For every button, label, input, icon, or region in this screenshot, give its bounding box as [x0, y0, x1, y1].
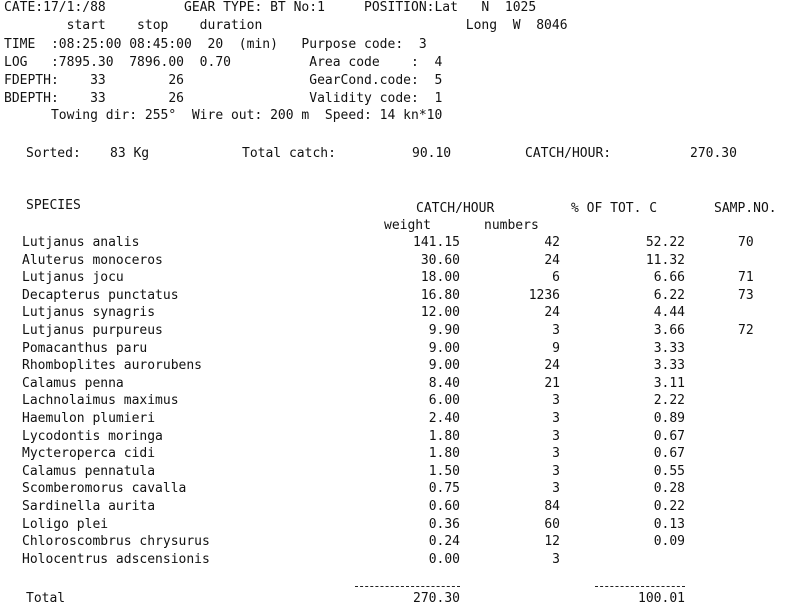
total-label: Total: [26, 591, 66, 606]
total-catch-value: 90.10: [412, 146, 452, 161]
samp-no-header: SAMP.NO.: [714, 201, 777, 216]
numbers-value: 3: [552, 551, 560, 567]
table-row: [0, 322, 800, 339]
bdepth-line: BDEPTH: 33 26 Validity code: 1: [4, 91, 443, 106]
table-row: [0, 533, 800, 550]
header-line-date-gear-position: CATE:17/1:/88 GEAR TYPE: BT No:1 POSITION:Lat N 1025: [4, 0, 537, 15]
pct-total-header: % OF TOT. C: [571, 201, 658, 216]
sorted-value: 83 Kg: [110, 146, 150, 161]
weight-value: 8.40: [428, 375, 460, 391]
species-name: Mycteroperca cidi: [22, 446, 156, 462]
table-row: [0, 551, 800, 568]
numbers-value: 3: [552, 481, 560, 497]
log-line: LOG :7895.30 7896.00 0.70 Area code : 4: [4, 55, 443, 70]
pct-value: 3.33: [653, 340, 685, 356]
table-row: [0, 304, 800, 321]
weight-value: 1.80: [428, 446, 460, 462]
weight-value: 12.00: [420, 305, 460, 321]
weight-value: 6.00: [428, 393, 460, 409]
table-row: [0, 340, 800, 357]
sorted-label: Sorted:: [26, 146, 81, 161]
species-name: Lutjanus purpureus: [22, 323, 163, 338]
pct-value: 0.89: [653, 411, 685, 426]
samp-value: 71: [738, 270, 754, 286]
pct-value: 0.28: [653, 481, 685, 497]
pct-value: 0.55: [653, 463, 685, 479]
species-name: Holocentrus adscensionis: [22, 551, 210, 567]
species-name: Aluterus monoceros: [22, 252, 163, 268]
table-row: [0, 410, 800, 427]
table-row: [0, 287, 800, 304]
weight-value: 16.80: [420, 287, 460, 303]
weight-value: 2.40: [428, 411, 460, 426]
total-catch-label: Total catch:: [242, 146, 336, 161]
species-name: Lutjanus synagris: [22, 305, 156, 321]
pct-value: 0.09: [653, 534, 685, 550]
pct-value: 0.67: [653, 446, 685, 462]
table-row: [0, 234, 800, 251]
weight-total-rule: [355, 586, 460, 587]
species-name: Scomberomorus cavalla: [22, 481, 187, 497]
weight-subheader: weight: [384, 218, 431, 233]
weight-value: 0.75: [428, 481, 460, 497]
catch-hour-value: 270.30: [690, 146, 737, 161]
weight-value: 9.90: [428, 323, 460, 338]
species-name: Chloroscombrus chrysurus: [22, 534, 210, 550]
header-line-column-labels: start stop duration Long W 8046: [4, 18, 568, 33]
table-row: [0, 357, 800, 374]
table-row: [0, 392, 800, 409]
samp-value: 70: [738, 235, 754, 250]
weight-value: 9.00: [428, 340, 460, 356]
numbers-value: 1236: [528, 287, 560, 303]
weight-value: 9.00: [428, 358, 460, 374]
weight-value: 0.24: [428, 534, 460, 550]
table-row: [0, 375, 800, 392]
numbers-value: 3: [552, 411, 560, 426]
weight-value: 0.60: [428, 499, 460, 514]
time-line: TIME :08:25:00 08:45:00 20 (min) Purpose code: 3: [4, 37, 427, 52]
table-row: [0, 463, 800, 480]
samp-value: 73: [738, 287, 754, 303]
pct-value: 0.67: [653, 428, 685, 444]
numbers-value: 84: [544, 499, 560, 514]
table-row: [0, 269, 800, 286]
species-name: Lycodontis moringa: [22, 428, 163, 444]
pct-total-rule: [595, 586, 685, 587]
weight-value: 0.00: [428, 551, 460, 567]
weight-value: 0.36: [428, 516, 460, 532]
table-row: [0, 498, 800, 515]
pct-value: 6.66: [653, 270, 685, 286]
species-name: Decapterus punctatus: [22, 287, 179, 303]
species-name: Lutjanus analis: [22, 235, 140, 250]
numbers-value: 3: [552, 446, 560, 462]
samp-value: 72: [738, 323, 754, 338]
table-row: [0, 428, 800, 445]
species-name: Calamus penna: [22, 375, 124, 391]
numbers-value: 24: [544, 305, 560, 321]
table-row: [0, 480, 800, 497]
numbers-value: 60: [544, 516, 560, 532]
species-name: Pomacanthus paru: [22, 340, 148, 356]
numbers-value: 3: [552, 463, 560, 479]
numbers-value: 3: [552, 323, 560, 338]
table-row: [0, 516, 800, 533]
numbers-value: 9: [552, 340, 560, 356]
weight-value: 18.00: [420, 270, 460, 286]
weight-value: 30.60: [420, 252, 460, 268]
pct-value: 0.13: [653, 516, 685, 532]
pct-value: 3.11: [653, 375, 685, 391]
weight-value: 1.80: [428, 428, 460, 444]
towing-line: Towing dir: 255° Wire out: 200 m Speed: 14 kn*10: [4, 108, 443, 123]
pct-value: 52.22: [645, 235, 685, 250]
numbers-subheader: numbers: [484, 218, 539, 233]
numbers-value: 24: [544, 358, 560, 374]
species-name: Lachnolaimus maximus: [22, 393, 179, 409]
species-name: Lutjanus jocu: [22, 270, 124, 286]
numbers-value: 3: [552, 428, 560, 444]
species-header: SPECIES: [26, 198, 81, 213]
weight-value: 1.50: [428, 463, 460, 479]
pct-value: 11.32: [645, 252, 685, 268]
numbers-value: 3: [552, 393, 560, 409]
pct-value: 3.66: [653, 323, 685, 338]
numbers-value: 42: [544, 235, 560, 250]
table-row: [0, 445, 800, 462]
species-name: Haemulon plumieri: [22, 411, 156, 426]
species-name: Loligo plei: [22, 516, 109, 532]
catch-hour-header: CATCH/HOUR: [416, 201, 495, 216]
total-weight: 270.30: [413, 591, 460, 606]
pct-value: 2.22: [653, 393, 685, 409]
numbers-value: 6: [552, 270, 560, 286]
pct-value: 3.33: [653, 358, 685, 374]
species-name: Rhomboplites aurorubens: [22, 358, 203, 374]
catch-hour-label: CATCH/HOUR:: [525, 146, 612, 161]
total-pct: 100.01: [638, 591, 685, 606]
species-name: Calamus pennatula: [22, 463, 156, 479]
pct-value: 6.22: [653, 287, 685, 303]
fdepth-line: FDEPTH: 33 26 GearCond.code: 5: [4, 73, 443, 88]
numbers-value: 12: [544, 534, 560, 550]
species-name: Sardinella aurita: [22, 499, 156, 514]
pct-value: 0.22: [653, 499, 685, 514]
numbers-value: 24: [544, 252, 560, 268]
numbers-value: 21: [544, 375, 560, 391]
pct-value: 4.44: [653, 305, 685, 321]
weight-value: 141.15: [413, 235, 460, 250]
table-row: [0, 252, 800, 269]
